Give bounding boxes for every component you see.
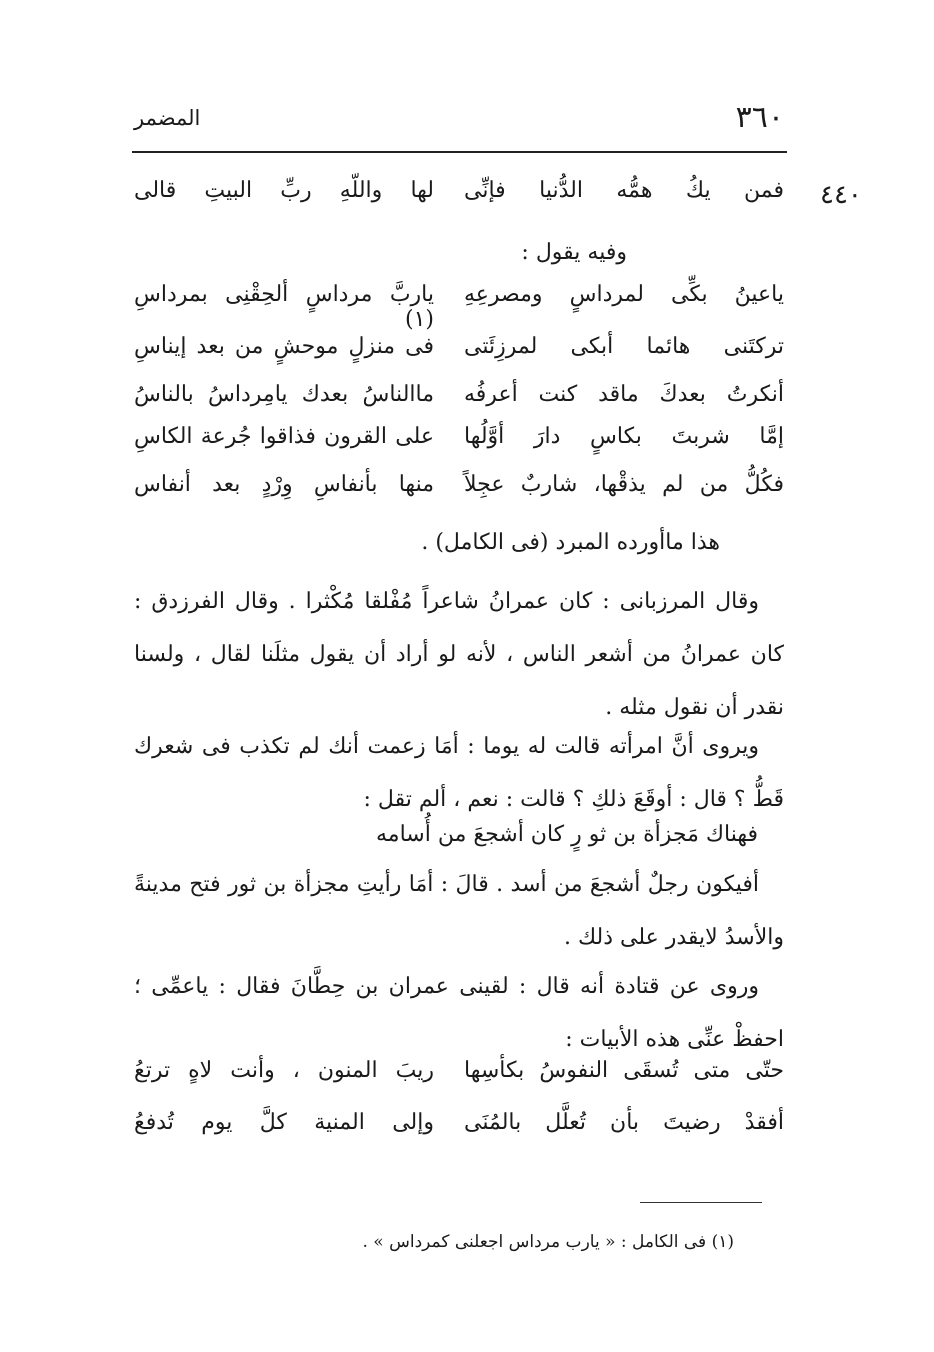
- poem1-verse-1: [134, 282, 784, 332]
- verse-first-hemistich: أفقدْ رضيتَ بأن تُعلَّل بالمُنَى: [464, 1110, 784, 1135]
- quoted-verse: فهناك مَجزأة بن ثو رٍ كان أشجعَ من أُسامه: [376, 822, 758, 847]
- verse-first-hemistich: حتّى متى تُسقَى النفوسُ بكأسِها: [464, 1058, 784, 1083]
- running-title: المضمر: [134, 106, 201, 130]
- source-note: هذا ماأورده المبرد (فى الكامل) .: [421, 530, 720, 555]
- verse-first-hemistich: فمن يكُ همُّه الدُّنيا فإنِّى: [464, 178, 784, 203]
- verse-first-hemistich: إمَّا شربتَ بكاسٍ دارَ أوَّلُها: [464, 424, 784, 449]
- verse-first-hemistich: أنكرتُ بعدكَ ماقد كنت أعرفُه: [464, 382, 784, 407]
- verse-first-hemistich: تركتَنى هائما أبكى لمرزِئَتى: [464, 334, 784, 359]
- verse-second-hemistich: وإلى المنية كلَّ يوم تُدفعُ: [134, 1110, 434, 1135]
- poem1-verse-5: [134, 472, 784, 516]
- page-number: ٣٦٠: [735, 100, 784, 135]
- page-header: [134, 100, 784, 150]
- verse-second-hemistich: فى منزلٍ موحشٍ من بعد إيناسِ: [134, 334, 434, 359]
- intro-line: وفيه يقول :: [521, 240, 627, 265]
- verse-440: [134, 178, 784, 222]
- verse-second-hemistich: منها بأنفاسِ وِرْدٍ بعد أنفاس: [134, 472, 434, 497]
- verse-first-hemistich: فكُلُّ من لم يذقْها، شاربٌ عجِلاً: [464, 472, 784, 497]
- paragraph-mujzaa: أفيكون رجلٌ أشجعَ من أسد . قالَ : أمَا رأيتِ مجزأة بن ثور فتح مدينةً والأسدُ لايقدر على ذلك .: [134, 872, 784, 950]
- verse-first-hemistich: ياعينُ بكِّى لمرداسٍ ومصرعِهِ: [464, 282, 784, 307]
- verse-second-hemistich: ياربَّ مرداسٍ ألحِقْنِى بمرداسِ (١): [134, 282, 434, 332]
- poem1-verse-3: [134, 382, 784, 426]
- verse-second-hemistich: على القرون فذاقوا جُرعة الكاسِ: [134, 424, 434, 449]
- poem2-verse-1: [134, 1058, 784, 1102]
- verse-second-hemistich: ريبَ المنون ، وأنت لاهٍ ترتعُ: [134, 1058, 434, 1083]
- poem2-verse-2: [134, 1110, 784, 1154]
- verse-second-hemistich: لها واللّهِ ربِّ البيتِ قالى: [134, 178, 434, 203]
- footnote-rule: [640, 1202, 762, 1203]
- footnote: (١) فى الكامل : « يارب مرداس اجعلنى كمرداس » .: [362, 1232, 734, 1252]
- header-rule: [132, 151, 787, 153]
- verse-number: ٤٤٠: [820, 180, 862, 210]
- paragraph-marzubani: وقال المرزبانى : كان عمرانُ شاعراً مُفْلقا مُكْثرا . وقال الفرزدق : كان عمرانُ من أشعر الناس ، لأنه لو أراد أن يقول مثلَنا لقال ، ولسنا نقدر أن نقول مثله .: [134, 589, 784, 720]
- verse-second-hemistich: ماالناسُ بعدك يامِرداسُ بالناسُ: [134, 382, 434, 407]
- paragraph-wife: ويروى أنَّ امرأته قالت له يوما : أمَا زعمت أنك لم تكذب فى شعرك قَطُّ ؟ قال : أوقَعَ ذلكِ ؟ قالت : نعم ، ألم تقل :: [134, 734, 784, 812]
- paragraph-qatada: وروى عن قتادة أنه قال : لقينى عمران بن حِطَّانَ فقال : ياعمِّى ؛ احفظْ عنِّى هذه الأبيات :: [134, 974, 784, 1052]
- poem1-verse-4: [134, 424, 784, 468]
- poem1-verse-2: [134, 334, 784, 378]
